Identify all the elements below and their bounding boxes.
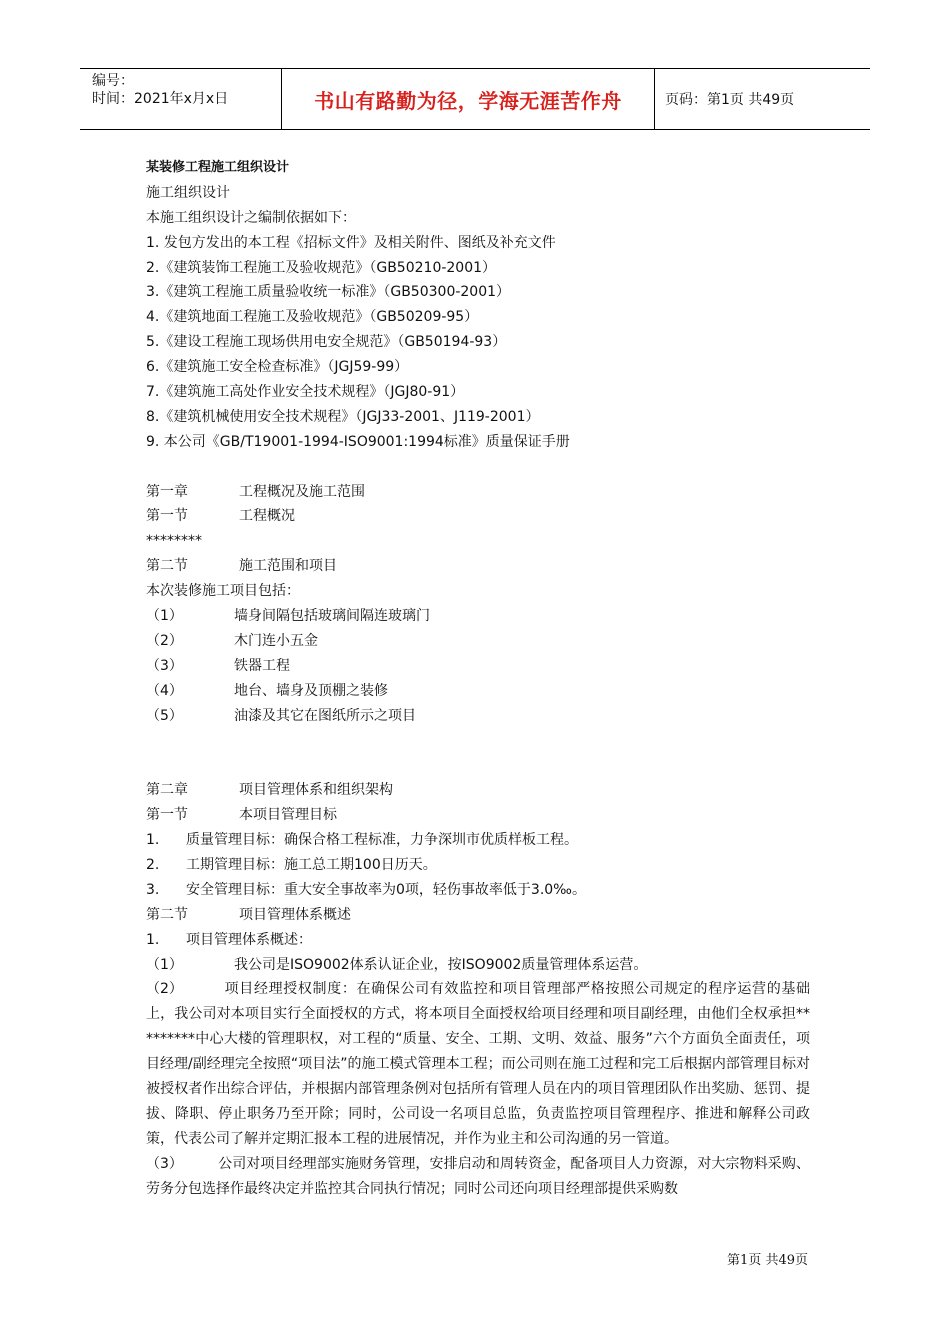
scope-intro: 本次装修施工项目包括： [146,583,300,600]
paragraph-number: （1） [146,956,183,973]
paragraph-number: （2） [146,981,183,998]
section-title: 项目管理体系概述 [239,906,351,923]
paragraph-text: 我公司是ISO9002体系认证企业，按ISO9002质量管理体系运营。 [234,956,648,973]
section-label: 第一节 [146,807,188,824]
header-page-number: 页码：第1页 共49页 [665,92,795,108]
document-body [146,156,810,1202]
paragraph-3 [146,1152,810,1202]
scope-item [146,604,810,629]
basis-item: 9. 本公司《GB/T19001-1994-ISO9001:1994标准》质量保证手册 [146,433,570,450]
section-label: 第一节 [146,508,188,525]
goal-number: 1. [146,832,160,849]
system-item [146,928,810,953]
scope-number: （3） [146,657,183,674]
redacted-text: ******** [146,533,202,550]
paragraph-2 [146,977,810,1151]
blank-line [146,728,810,778]
scope-text: 油漆及其它在图纸所示之项目 [234,707,416,724]
scope-item [146,629,810,654]
header-motto: 书山有路勤为径，学海无涯苦作舟 [314,88,622,113]
section-heading [146,903,810,928]
paragraph-1 [146,953,810,978]
section-title: 施工范围和项目 [239,558,337,575]
scope-text: 地台、墙身及顶棚之装修 [234,682,388,699]
blank-line [146,455,810,480]
scope-text: 木门连小五金 [234,632,318,649]
basis-item: 7.《建筑施工高处作业安全技术规程》（JGJ80-91） [146,384,465,401]
scope-number: （5） [146,707,183,724]
scope-number: （1） [146,608,183,625]
goal-number: 3. [146,881,160,898]
document-subtitle: 施工组织设计 [146,184,230,201]
scope-text: 铁器工程 [234,657,290,674]
system-text: 项目管理体系概述： [186,931,312,948]
paragraph-text: 公司对项目经理部实施财务管理，安排启动和周转资金，配备项目人力资源，对大宗物料采购、劳务分包选择作最终决定并监控其合同执行情况；同时公司还向项目经理部提供采购数 [146,1155,810,1197]
header-meta-cell [80,69,282,129]
number-label: 编号： [92,73,134,89]
goal-number: 2. [146,856,160,873]
chapter-label: 第一章 [146,483,188,500]
goal-item [146,878,810,903]
goal-text: 工期管理目标：施工总工期100日历天。 [186,856,437,873]
section-heading [146,803,810,828]
document-title: 某装修工程施工组织设计 [146,160,290,175]
goal-item [146,853,810,878]
chapter-heading [146,778,810,803]
basis-item: 1. 发包方发出的本工程《招标文件》及相关附件、图纸及补充文件 [146,234,556,251]
paragraph-text: 项目经理授权制度：在确保公司有效监控和项目管理部严格按照公司规定的程序运营的基础上，我公司对本项目实行全面授权的方式，将本项目全面授权给项目经理和项目副经理，由他们全权承担*********中心大楼的管理职权，对工程的“质量、安全、工期、文明、效益、服务”六个方面负全面责任，项目经理/副经理完全按照“项目法”的施工模式管理本工程；而公司则在施工过程和完工后根据内部管理目标对被授权者作出综合评估，并根据内部管理条例对包括所有管理人员在内的项目管理团队作出奖励、惩罚、提拔、降职、停止职务乃至开除；同时，公司设一名项目总监，负责监控项目管理程序、推进和解释公司政策，代表公司了解并定期汇报本工程的进展情况，并作为业主和公司沟通的另一管道。 [146,981,810,1147]
goal-text: 安全管理目标：重大安全事故率为0项，轻伤事故率低于3.0‰。 [186,881,586,898]
scope-number: （4） [146,682,183,699]
section-heading [146,554,810,579]
chapter-heading [146,480,810,505]
chapter-label: 第二章 [146,782,188,799]
system-number: 1. [146,931,160,948]
basis-item: 4.《建筑地面工程施工及验收规范》（GB50209-95） [146,309,479,326]
header-page-cell [655,69,870,129]
section-title: 本项目管理目标 [239,807,337,824]
section-label: 第二节 [146,906,188,923]
basis-item: 2.《建筑装饰工程施工及验收规范》（GB50210-2001） [146,259,497,276]
goal-item [146,828,810,853]
basis-intro: 本施工组织设计之编制依据如下： [146,209,356,226]
basis-item: 3.《建筑工程施工质量验收统一标准》（GB50300-2001） [146,284,511,301]
chapter-title: 工程概况及施工范围 [239,483,365,500]
scope-number: （2） [146,632,183,649]
paragraph-number: （3） [146,1155,183,1172]
scope-text: 墙身间隔包括玻璃间隔连玻璃门 [234,608,430,625]
section-title: 工程概况 [239,508,295,525]
chapter-title: 项目管理体系和组织架构 [239,782,393,799]
section-heading [146,504,810,529]
scope-item [146,654,810,679]
basis-item: 8.《建筑机械使用安全技术规程》（JGJ33-2001、J119-2001） [146,408,540,425]
section-label: 第二节 [146,558,188,575]
scope-item [146,704,810,729]
page-footer: 第1页 共49页 [727,1253,808,1268]
basis-item: 6.《建筑施工安全检查标准》（JGJ59-99） [146,359,409,376]
basis-item: 5.《建设工程施工现场供用电安全规范》（GB50194-93） [146,334,507,351]
scope-item [146,679,810,704]
page-header [80,68,870,130]
goal-text: 质量管理目标：确保合格工程标准，力争深圳市优质样板工程。 [186,832,578,849]
date-label: 时间：2021年x月x日 [92,91,229,107]
header-motto-cell [282,69,655,129]
